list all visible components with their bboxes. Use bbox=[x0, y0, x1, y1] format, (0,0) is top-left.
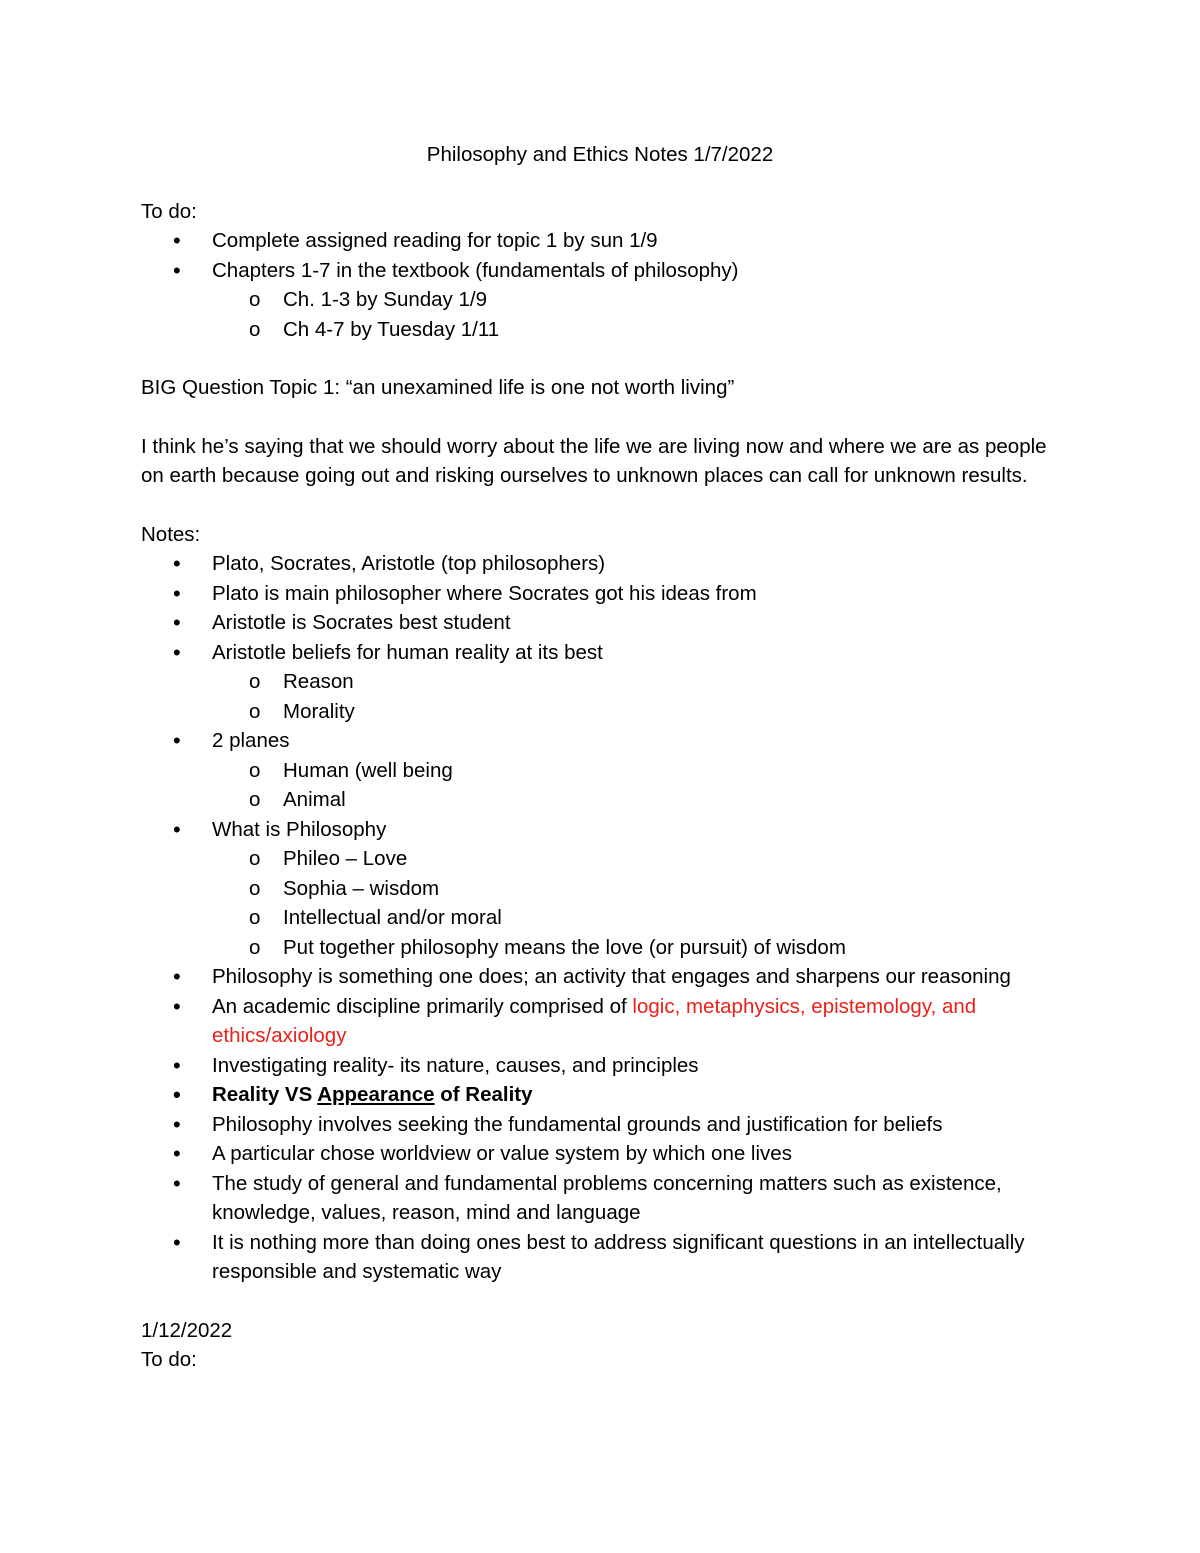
spacer bbox=[141, 403, 1071, 432]
list-item-text: Chapters 1-7 in the textbook (fundamentals of philosophy) bbox=[212, 258, 739, 282]
document-body bbox=[141, 140, 1071, 1375]
list-item bbox=[141, 1080, 1071, 1110]
highlighted-terms: logic, metaphysics, epistemology, and ethics/axiology bbox=[212, 994, 977, 1047]
sub-list-item: o Reason bbox=[212, 667, 1071, 697]
sub-list-item: o Phileo – Love bbox=[212, 844, 1071, 874]
list-item bbox=[141, 992, 1071, 1051]
big-question: BIG Question Topic 1: “an unexamined life is one not worth living” bbox=[141, 376, 735, 399]
spacer bbox=[141, 491, 1071, 520]
underlined-term: Appearance bbox=[317, 1083, 435, 1106]
page-title: Philosophy and Ethics Notes 1/7/2022 bbox=[426, 143, 774, 166]
sub-list-item: o Ch. 1-3 by Sunday 1/9 bbox=[212, 285, 1071, 315]
list-item: • Philosophy involves seeking the fundamental grounds and justification for beliefs bbox=[141, 1110, 1071, 1140]
list-item: • Complete assigned reading for topic 1 by sun 1/9 bbox=[141, 226, 1071, 256]
list-item bbox=[141, 815, 1071, 963]
sub-list bbox=[212, 285, 1071, 344]
list-item: • Investigating reality- its nature, causes, and principles bbox=[141, 1051, 1071, 1081]
list-item: • Plato, Socrates, Aristotle (top philosophers) bbox=[141, 549, 1071, 579]
list-item-text: Aristotle beliefs for human reality at its best bbox=[212, 640, 603, 664]
todo-heading: To do: bbox=[141, 199, 197, 223]
sub-list-item: o Sophia – wisdom bbox=[212, 874, 1071, 904]
list-item: • Plato is main philosopher where Socrates got his ideas from bbox=[141, 579, 1071, 609]
list-item bbox=[141, 256, 1071, 345]
list-item-text: What is Philosophy bbox=[212, 817, 387, 841]
todo-heading-2: To do: bbox=[141, 1348, 197, 1371]
list-item-text: Reality VS bbox=[212, 1083, 318, 1106]
sub-list bbox=[212, 667, 1071, 726]
spacer bbox=[141, 344, 1071, 373]
list-item bbox=[141, 726, 1071, 815]
sub-list bbox=[212, 844, 1071, 962]
sub-list-item: o Morality bbox=[212, 697, 1071, 727]
opinion-paragraph: I think he’s saying that we should worry about the life we are living now and where we are as people on earth because going out and risking ourselves to unknown places can call for unknown results. bbox=[141, 434, 1047, 487]
sub-list-item: o Ch 4-7 by Tuesday 1/11 bbox=[212, 315, 1071, 345]
list-item: • Aristotle is Socrates best student bbox=[141, 608, 1071, 638]
list-item-text: of Reality bbox=[434, 1083, 533, 1106]
sub-list-item: o Put together philosophy means the love (or pursuit) of wisdom bbox=[212, 933, 1071, 963]
list-item: • A particular chose worldview or value system by which one lives bbox=[141, 1139, 1071, 1169]
notes-heading: Notes: bbox=[141, 522, 201, 546]
list-item bbox=[141, 638, 1071, 727]
sub-list bbox=[212, 756, 1071, 815]
sub-list-item: o Intellectual and/or moral bbox=[212, 903, 1071, 933]
list-item-text: 2 planes bbox=[212, 729, 290, 752]
list-item: • Philosophy is something one does; an activity that engages and sharpens our reasoning bbox=[141, 962, 1071, 992]
second-date: 1/12/2022 bbox=[141, 1318, 233, 1342]
notes-list bbox=[141, 549, 1071, 1287]
todo-list bbox=[141, 226, 1071, 344]
sub-list-item: o Animal bbox=[212, 785, 1071, 815]
spacer bbox=[141, 1287, 1071, 1316]
list-item: • It is nothing more than doing ones best to address significant questions in an intellectually responsible and systematic way bbox=[141, 1228, 1071, 1287]
sub-list-item: o Human (well being bbox=[212, 756, 1071, 786]
list-item: • The study of general and fundamental problems concerning matters such as existence, knowledge, values, reason, mind and language bbox=[141, 1169, 1071, 1228]
list-item-text: An academic discipline primarily comprised of bbox=[212, 994, 633, 1018]
